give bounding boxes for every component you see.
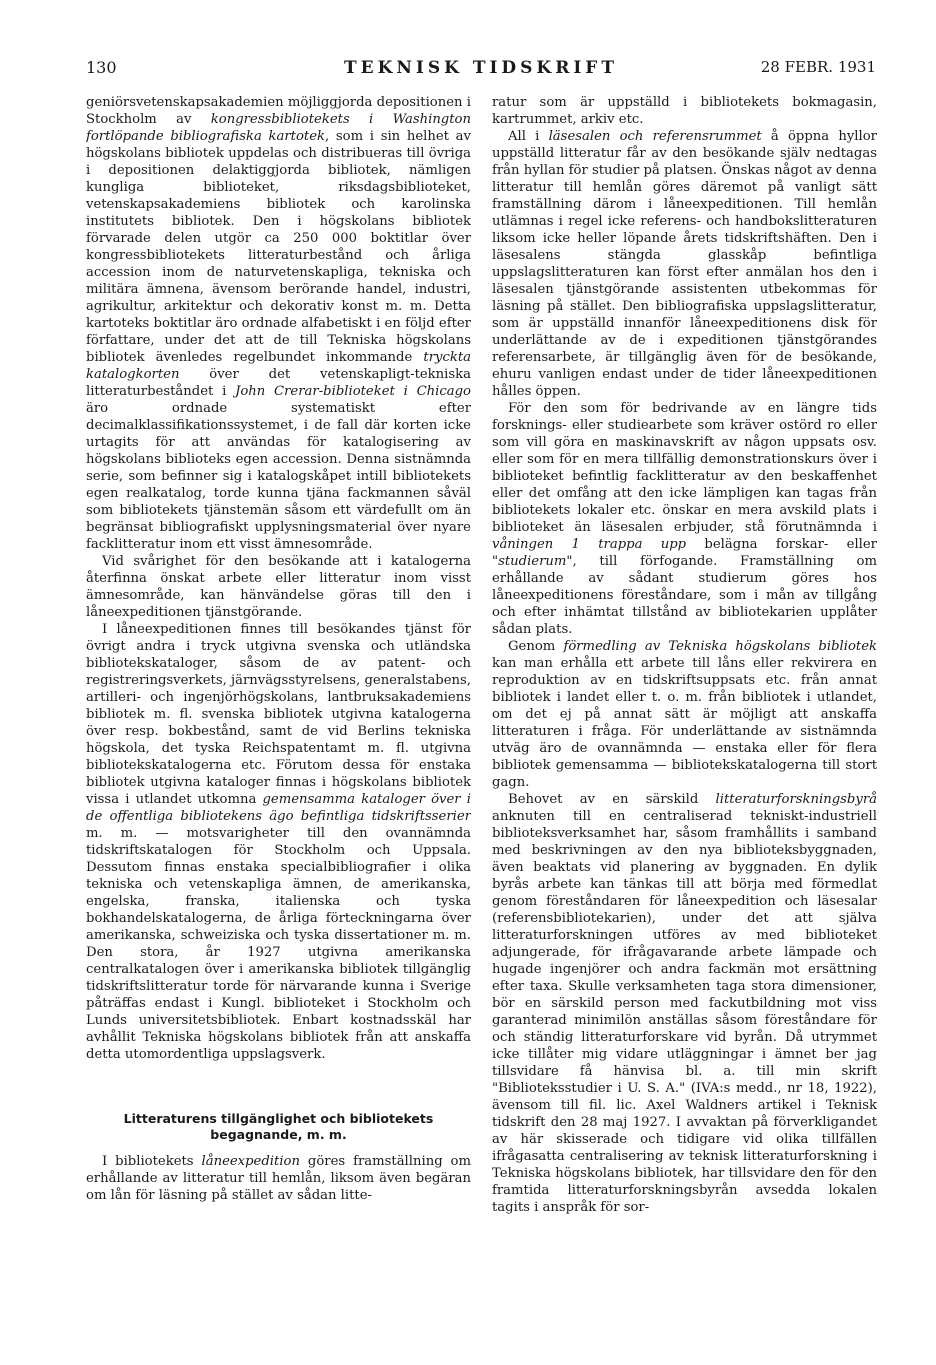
paragraph: ratur som är uppställd i bibliotekets bokmagasin, kartrummet, arkiv etc. bbox=[492, 95, 877, 127]
paragraph: Genom förmedling av Tekniska högskolans bibliotek kan man erhålla ett arbete till låns eller rekvirera en reproduktion av en tidskriftsuppsats etc. från annat bibliotek i landet eller t. o. m. från bibliotek i utlandet, om det ej på annat sätt är möjligt att anskaffa litteraturen i fråga. För underlättande av sistnämnda utväg äro de ovannämnda — enstaka eller för flera bibliotek gemensamma — bibliotekskatalogerna till stort gagn. bbox=[492, 639, 877, 790]
issue-date: 28 FEBR. 1931 bbox=[760, 58, 876, 76]
paragraph: All i läsesalen och referensrummet å öppna hyllor uppställd litteratur får av den besökande själv nedtagas från hyllan för studier på platsen. Önskas något av denna litteratur till hemlån göres däremot på vanligt sätt framställning därom i låneexpeditionen. Till hemlån utlämnas i regel icke referens- och handbokslitteraturen liksom icke heller löpande årets tidskriftshäften. Den i läsesalens stängda glasskåp befintliga uppslagslitteraturen kan först efter anmälan hos den i läsesalen tjänstgörande assistenten utbekommas för läsning på stället. Den bibliografiska uppslagslitteratur, som är uppställd innanför låneexpeditionens disk för underlättande av de i expeditionen tjänstgörandes referensarbete, är tillgänglig även för de besökande, ehuru vanligen endast under de tider låneexpeditionen hålles öppen. bbox=[492, 129, 877, 399]
right-column bbox=[492, 94, 877, 1344]
paragraph: För den som för bedrivande av en längre tids forsknings- eller studiearbete som kräver ostörd ro eller som vill göra en maskinavskrift av någon uppsats osv. eller som för en mera tillfällig demonstrationskurs över i biblioteket befintlig facklitteratur av den beskaffenhet eller det omfång att den icke lämpligen kan tagas från bibliotekets lokaler etc. önskar en mera avskild plats i biblioteket än läsesalen erbjuder, stå förutnämnda i våningen 1 trappa upp belägna forskar- eller "studierum", till förfogande. Framställning om erhållande av sådant studierum göres hos låneexpeditionens föreståndare, som i mån av tillgång och efter inhämtat tillstånd av bibliotekarien upplåter sådan plats. bbox=[492, 401, 877, 637]
page-number: 130 bbox=[86, 58, 117, 77]
left-column bbox=[86, 94, 471, 1344]
journal-title: TEKNISK TIDSKRIFT bbox=[343, 58, 619, 78]
paragraph: I låneexpeditionen finnes till besökandes tjänst för övrigt andra i tryck utgivna svenska och utländska bibliotekskataloger, såsom de av patent- och registreringsverkets, järnvägsstyrelsens, generalstabens, artilleri- och ingenjörhögskolans, lantbruksakademiens bibliotek m. fl. svenska bibliotek utgivna katalogerna över resp. bokbestånd, samt de vid Berlins tekniska högskola, det tyska Reichspatentamt m. fl. utgivna bibliotekskatalogerna etc. Förutom dessa för enstaka bibliotek utgivna kataloger finnas i högskolans bibliotek vissa i utlandet utkomna gemensamma kataloger över i de offentliga bibliotekens ägo befintliga tidskriftsserier m. m. — motsvarigheter till den ovannämnda tidskriftskatalogen för Stockholm och Uppsala. Dessutom finnas enstaka specialbibliografier i olika tekniska och vetenskapliga ämnen, de amerikanska, engelska, franska, italienska och tyska bokhandelskatalogerna, de årliga förteckningarna över amerikanska, schweiziska och tyska dissertationer m. m. Den stora, år 1927 utgivna amerikanska centralkatalogen över i amerikanska bibliotek tillgänglig tidskriftslitteratur torde för närvarande kunna i Sverige påträffas endast i Kungl. biblioteket i Stockholm och Lunds universitetsbibliotek. Enbart kostnadsskäl har avhållit Tekniska högskolans bibliotek från att anskaffa detta utomordentliga uppslagsverk. bbox=[86, 622, 471, 1062]
paragraph: geniörsvetenskapsakademien möjliggjorda depositionen i Stockholm av kongressbibliotekets i Washington fortlöpande bibliografiska kartotek, som i sin helhet av högskolans bibliotek uppdelas och distribueras till övriga i depositionen delaktiggjorda bibliotek, nämligen kungliga biblioteket, riksdagsbiblioteket, vetenskapsakademiens bibliotek och karolinska institutets bibliotek. Den i högskolans bibliotek förvarade delen utgör ca 250 000 boktitlar över kongressbibliotekets litteraturbestånd och årliga accession inom de naturvetenskapliga, tekniska och militära ämnena, ävensom berörande handel, industri, agrikultur, arkitektur och dekorativ konst m. m. Detta kartoteks boktitlar äro ordnade alfabetiskt i en följd efter författare, under det att de till Tekniska högskolans bibliotek ävenledes regelbundet inkommande tryckta katalogkorten över det vetenskapligt-tekniska litteraturbeståndet i John Crerar-biblioteket i Chicago äro ordnade systematiskt efter decimalklassifikationssystemet, i de fall där korten icke urtagits för att användas för katalogisering av högskolans biblioteks egen accession. Denna sistnämnda serie, som befinner sig i katalogskåpet intill bibliotekets egen realkatalog, torde kunna tjäna fackmannen såväl som bibliotekets tjänstemän såsom ett värdefullt om än begränsat bibliografiskt upplysningsmaterial över nyare facklitteratur inom ett visst ämnesområde. bbox=[86, 95, 471, 552]
paragraph: Vid svårighet för den besökande att i katalogerna återfinna önskat arbete eller litteratur inom visst ämnesområde, kan hänvändelse göras till den i låneexpeditionen tjänstgörande. bbox=[86, 554, 471, 620]
section-heading: Litteraturens tillgänglighet och bibliotekets begagnande, m. m. bbox=[123, 1111, 434, 1142]
paragraph: I bibliotekets låneexpedition göres framställning om erhållande av litteratur till hemlån, liksom även begäran om lån för läsning på stället av sådan litte- bbox=[86, 1154, 471, 1203]
paragraph: Behovet av en särskild litteraturforskningsbyrå anknuten till en centraliserad tekniskt-industriell biblioteksverksamhet har, såsom framhållits i samband med beskrivningen av den nya biblioteksbyggnaden, även beaktats vid planering av byggnaden. En dylik byrås arbete kan tänkas till att börja med förmedlat genom föreståndaren för låneexpedition och läsesalar (referensbibliotekarien), under det att själva litteraturforskningen utföres av med biblioteket adjungerade, för ifrågavarande arbete lämpade och hugade ingenjörer och andra fackmän mot ersättning efter taxa. Skulle verksamheten taga stora dimensioner, bör en särskild person med fackutbildning mot viss garanterad minimilön anställas såsom föreståndare för och ständig litteraturforskare vid byrån. Då utrymmet icke tillåter mig vidare utläggningar i ämnet ber jag tillsvidare få hänvisa bl. a. till min skrift "Biblioteksstudier i U. S. A." (IVA:s medd., nr 18, 1922), ävensom till fil. lic. Axel Waldners artikel i Teknisk tidskrift den 28 maj 1927. I avvaktan på förverkligandet av här skisserade och tidigare vid olika tillfällen ifrågasatta centralisering av teknisk litteraturforskning i Tekniska högskolans bibliotek, har tillsvidare den för den framtida litteraturforskningsbyrån avsedda lokalen tagits i anspråk för sor- bbox=[492, 792, 877, 1215]
page-header bbox=[86, 58, 876, 84]
